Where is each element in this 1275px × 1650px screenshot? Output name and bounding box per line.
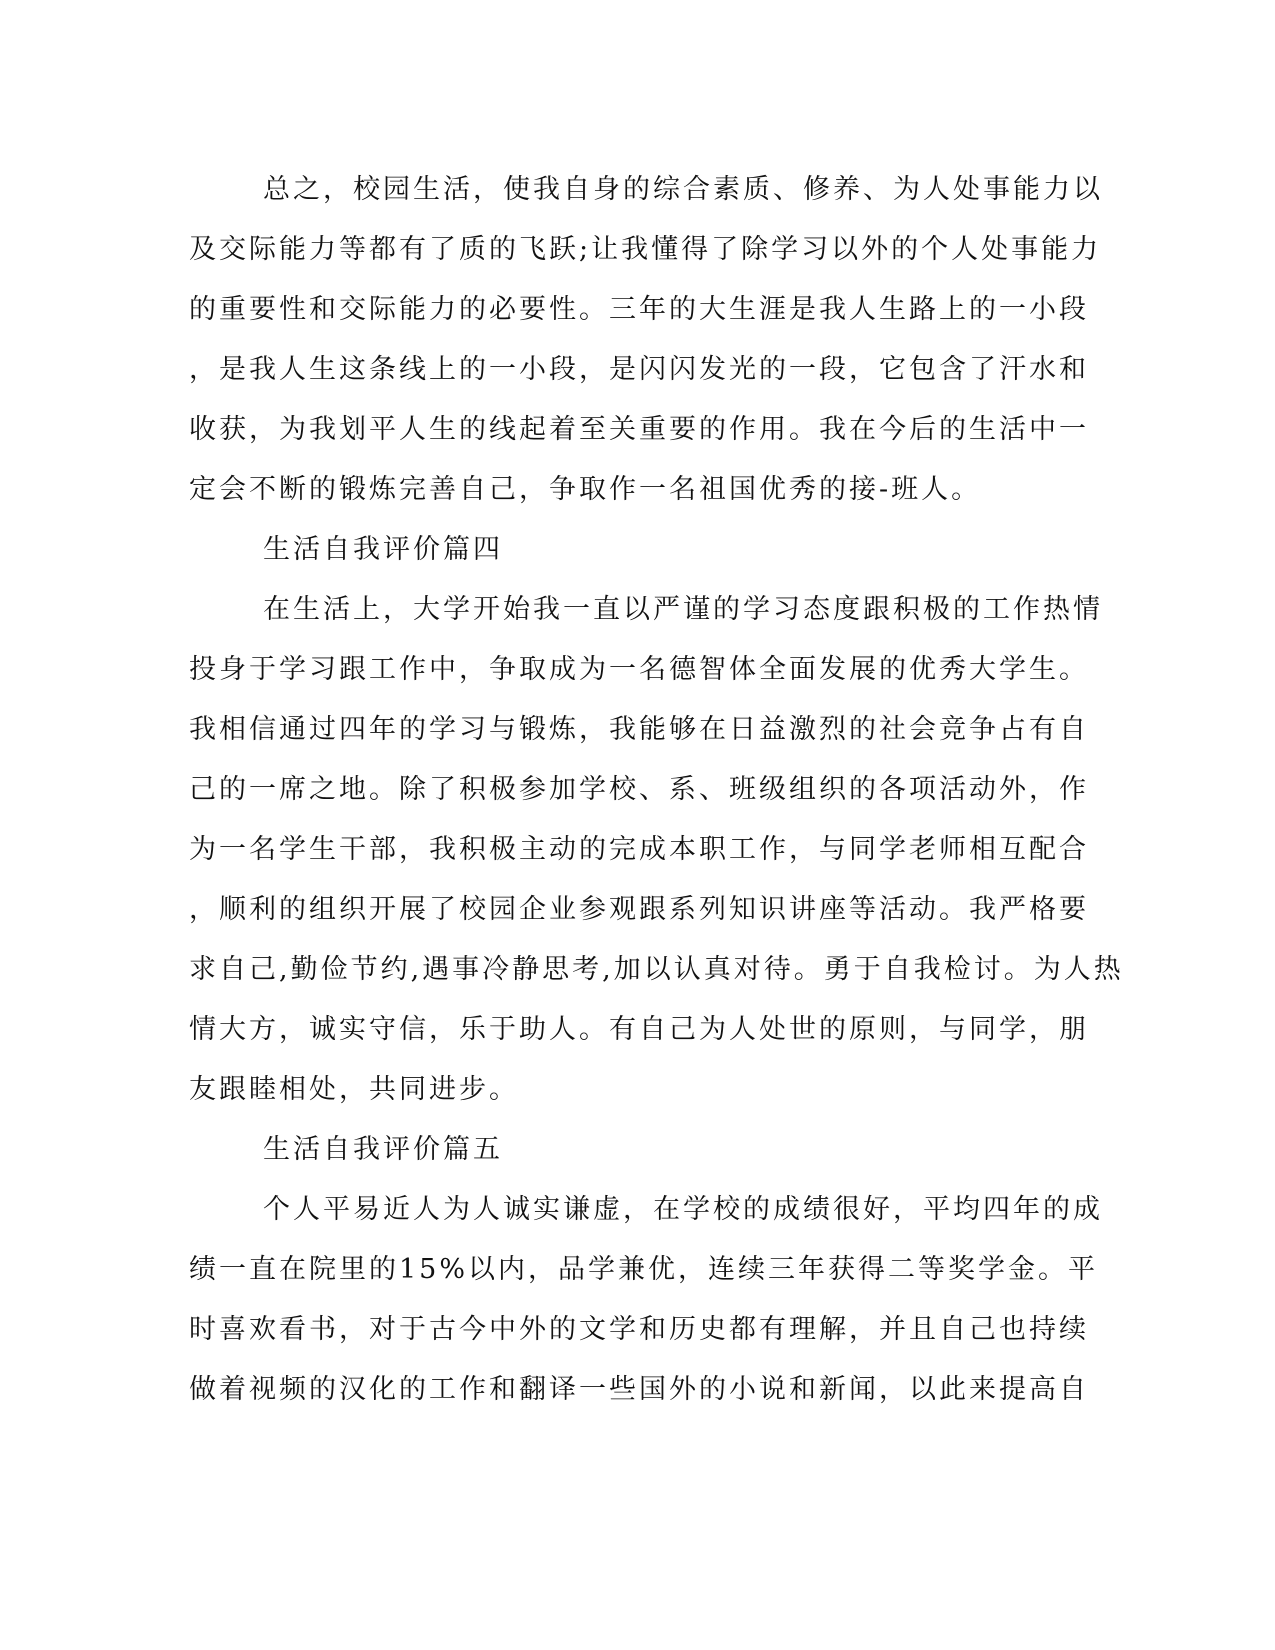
paragraph-line: 己的一席之地。除了积极参加学校、系、班级组织的各项活动外，作 bbox=[189, 774, 1089, 805]
section-heading: 生活自我评价篇四 bbox=[263, 534, 503, 565]
paragraph-line: 绩一直在院里的15%以内，品学兼优，连续三年获得二等奖学金。平 bbox=[189, 1254, 1099, 1285]
paragraph-line: 个人平易近人为人诚实谦虚，在学校的成绩很好，平均四年的成 bbox=[263, 1194, 1103, 1225]
paragraph-line: 情大方，诚实守信，乐于助人。有自己为人处世的原则，与同学，朋 bbox=[189, 1014, 1089, 1045]
paragraph-line: 的重要性和交际能力的必要性。三年的大生涯是我人生路上的一小段 bbox=[189, 294, 1089, 325]
paragraph-line: ，是我人生这条线上的一小段，是闪闪发光的一段，它包含了汗水和 bbox=[189, 354, 1089, 385]
paragraph-line: 我相信通过四年的学习与锻炼，我能够在日益激烈的社会竞争占有自 bbox=[189, 714, 1089, 745]
section-heading: 生活自我评价篇五 bbox=[263, 1134, 503, 1165]
paragraph-line: 时喜欢看书，对于古今中外的文学和历史都有理解，并且自己也持续 bbox=[189, 1314, 1089, 1345]
paragraph-line: 投身于学习跟工作中，争取成为一名德智体全面发展的优秀大学生。 bbox=[189, 654, 1089, 685]
paragraph-line: 收获，为我划平人生的线起着至关重要的作用。我在今后的生活中一 bbox=[189, 414, 1089, 445]
paragraph-line: 在生活上，大学开始我一直以严谨的学习态度跟积极的工作热情 bbox=[263, 594, 1103, 625]
paragraph-line: 友跟睦相处，共同进步。 bbox=[189, 1074, 519, 1105]
paragraph-line: 总之，校园生活，使我自身的综合素质、修养、为人处事能力以 bbox=[263, 174, 1103, 205]
document-body bbox=[189, 160, 1124, 1420]
paragraph-line: 及交际能力等都有了质的飞跃;让我懂得了除学习以外的个人处事能力 bbox=[189, 234, 1102, 265]
paragraph-line: 为一名学生干部，我积极主动的完成本职工作，与同学老师相互配合 bbox=[189, 834, 1089, 865]
paragraph-line: 求自己,勤俭节约,遇事冷静思考,加以认真对待。勇于自我检讨。为人热 bbox=[189, 954, 1124, 985]
paragraph-line: 定会不断的锻炼完善自己，争取作一名祖国优秀的接-班人。 bbox=[189, 474, 982, 505]
paragraph-line: ，顺利的组织开展了校园企业参观跟系列知识讲座等活动。我严格要 bbox=[189, 894, 1089, 925]
paragraph-line: 做着视频的汉化的工作和翻译一些国外的小说和新闻，以此来提高自 bbox=[189, 1374, 1089, 1405]
